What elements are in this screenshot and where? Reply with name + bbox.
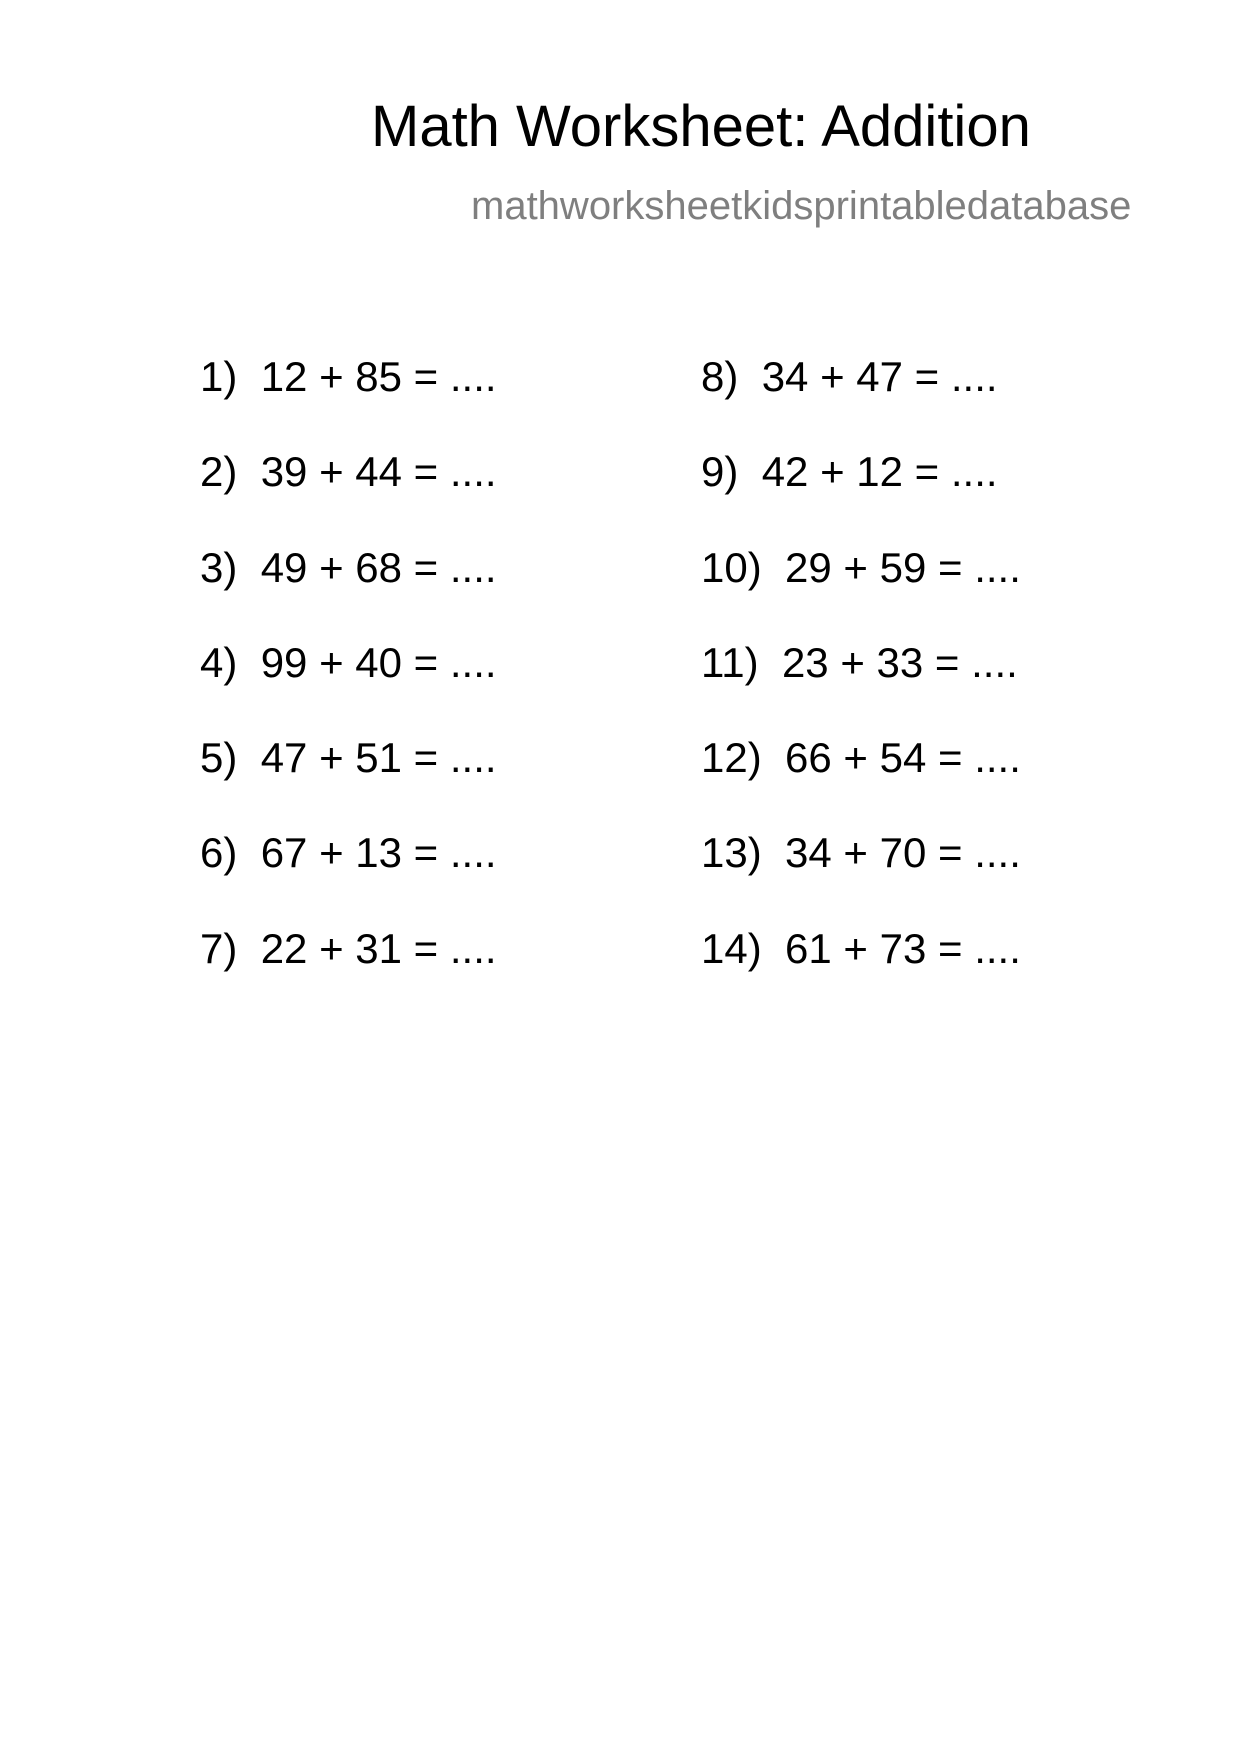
problem-item: [200, 543, 497, 642]
problem-expression: 29 + 59 = ....: [785, 543, 1021, 591]
problem-number: 9): [701, 448, 739, 496]
problem-number: 6): [200, 829, 238, 877]
problem-number: 3): [200, 543, 238, 591]
problem-number: 2): [200, 448, 238, 496]
problem-expression: 67 + 13 = ....: [260, 829, 497, 877]
problem-number: 7): [200, 924, 238, 972]
problem-number: 10): [701, 543, 762, 591]
problem-expression: 12 + 85 = ....: [260, 353, 497, 400]
problem-expression: 39 + 44 = ....: [260, 448, 497, 496]
problem-expression: 22 + 31 = ....: [260, 924, 497, 972]
problem-number: 4): [200, 638, 238, 686]
problem-number: 5): [200, 734, 238, 782]
problem-item: [701, 734, 1021, 832]
problem-item: [200, 924, 497, 1023]
problem-number: 12): [701, 734, 762, 782]
worksheet-subtitle: mathworksheetkidsprintabledatabase: [471, 184, 1132, 228]
problem-expression: 34 + 70 = ....: [785, 829, 1021, 877]
problem-number: 1): [200, 353, 238, 400]
problem-item: [200, 448, 497, 546]
problem-number: 14): [701, 924, 762, 972]
problem-item: [200, 829, 497, 927]
problem-expression: 61 + 73 = ....: [785, 924, 1021, 972]
problem-number: 8): [701, 353, 739, 400]
problem-expression: 49 + 68 = ....: [260, 543, 497, 591]
problem-item: [200, 353, 497, 451]
problem-item: [200, 734, 497, 832]
problems-right-column: [701, 353, 1021, 1023]
problem-item: [701, 924, 1021, 1023]
problem-expression: 23 + 33 = ....: [781, 638, 1018, 686]
problem-item: [701, 638, 1021, 737]
problem-expression: 34 + 47 = ....: [761, 353, 998, 400]
problem-number: 11): [701, 638, 759, 686]
problem-item: [701, 829, 1021, 927]
problem-item: [701, 543, 1021, 642]
problem-expression: 66 + 54 = ....: [785, 734, 1021, 782]
worksheet-title: Math Worksheet: Addition: [371, 94, 1031, 159]
problem-item: [200, 638, 497, 737]
problem-expression: 42 + 12 = ....: [761, 448, 998, 496]
problem-item: [701, 448, 1021, 546]
problem-expression: 99 + 40 = ....: [260, 638, 497, 686]
problems-left-column: [200, 353, 497, 1023]
problem-item: [701, 353, 1021, 451]
problem-expression: 47 + 51 = ....: [260, 734, 497, 782]
problem-number: 13): [701, 829, 762, 877]
